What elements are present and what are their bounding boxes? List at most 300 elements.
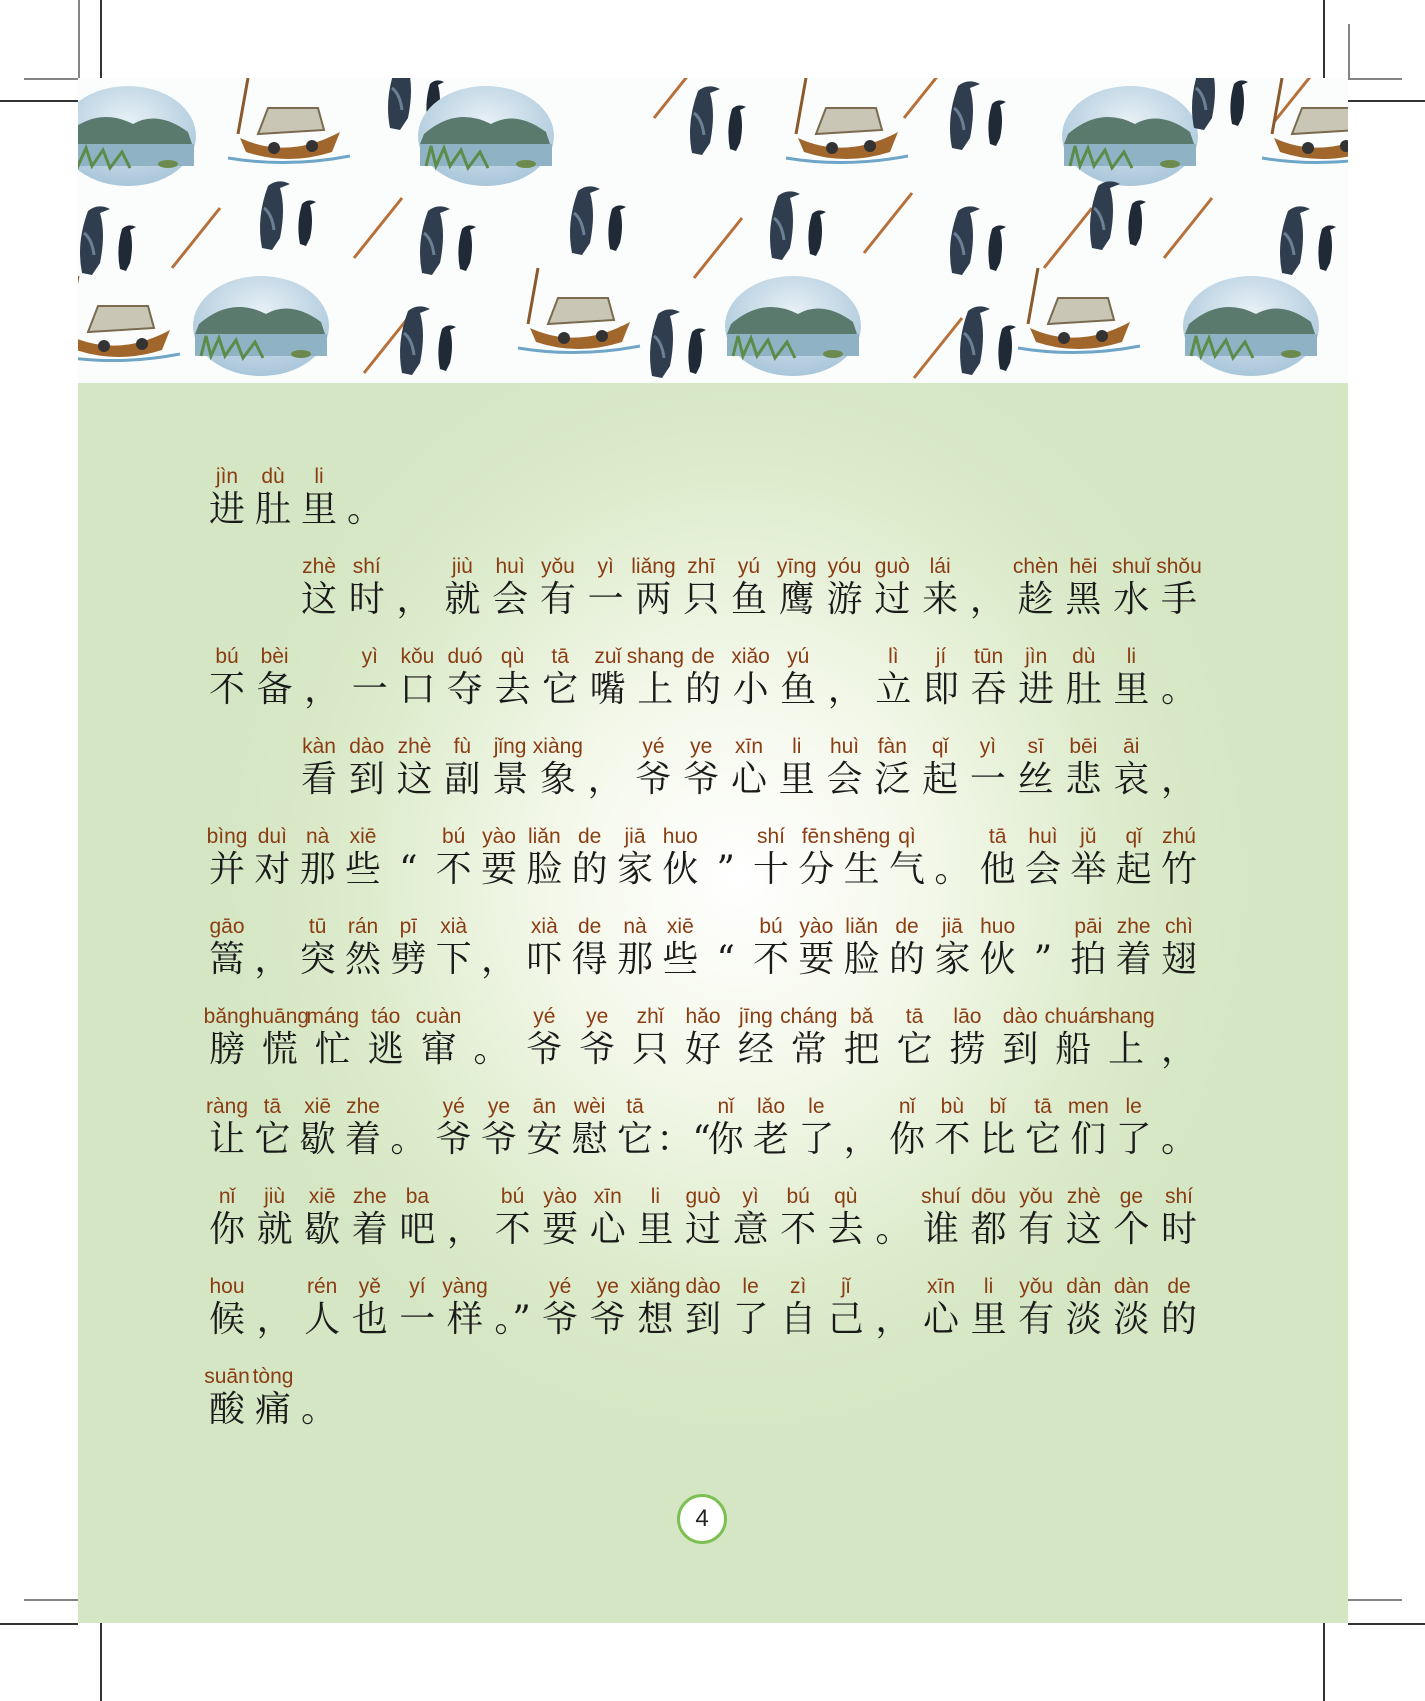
character-cell: [747, 825, 795, 890]
character-cell: [1110, 915, 1158, 980]
pinyin: zuǐ: [594, 645, 622, 668]
pinyin: nà: [623, 915, 647, 938]
pinyin: qǐ: [931, 735, 949, 758]
hanzi: 你: [888, 1119, 925, 1160]
character-cell: [203, 1185, 251, 1250]
character-cell: [611, 825, 659, 890]
hanzi: 到: [684, 1299, 721, 1340]
hanzi: 时: [348, 579, 385, 620]
hanzi: ，: [256, 1299, 293, 1340]
hanzi: 篙: [208, 939, 245, 980]
hanzi: 了: [1115, 1119, 1152, 1160]
character-cell: [203, 465, 251, 530]
character-cell: [294, 825, 342, 890]
character-cell: [965, 1185, 1013, 1250]
character-cell: [629, 735, 677, 800]
hanzi: 这: [396, 759, 433, 800]
pinyin: shang: [626, 645, 684, 668]
character-cell: [393, 1275, 441, 1340]
pinyin: jǐng: [493, 735, 527, 758]
character-cell: [732, 1005, 780, 1070]
hanzi: 气: [888, 849, 925, 890]
crop-mark: [1348, 1623, 1425, 1625]
character-cell: [251, 645, 299, 710]
hanzi: 不: [934, 1119, 971, 1160]
pinyin: yào: [482, 825, 516, 848]
character-cell: [343, 555, 391, 620]
hanzi: ：“: [656, 1119, 711, 1160]
hanzi: ，: [1160, 759, 1197, 800]
hanzi: 有: [1018, 1209, 1055, 1250]
character-cell: [346, 645, 394, 710]
character-cell: [821, 555, 869, 620]
character-cell: [203, 1275, 251, 1340]
pinyin: yǒu: [1019, 1185, 1054, 1208]
character-cell: [747, 915, 795, 980]
hanzi: ，: [587, 759, 624, 800]
character-cell: [822, 645, 870, 710]
hanzi: 它: [616, 1119, 653, 1160]
character-cell: [339, 915, 387, 980]
hanzi: 劈: [390, 939, 427, 980]
hanzi: 悲: [1065, 759, 1102, 800]
pinyin: bìng: [206, 825, 248, 848]
pinyin: hou: [209, 1275, 245, 1298]
hanzi: 那: [616, 939, 653, 980]
hanzi: 捞: [949, 1029, 986, 1070]
pinyin: zhe: [346, 1095, 380, 1118]
pinyin: shuí: [921, 1185, 961, 1208]
hanzi: “: [399, 849, 418, 890]
pinyin: shang: [1097, 1005, 1155, 1028]
crop-mark: [24, 78, 78, 80]
character-cell: [430, 1095, 478, 1160]
character-cell: [1019, 1095, 1067, 1160]
character-cell: [339, 1095, 387, 1160]
character-cell: [727, 1275, 775, 1340]
pinyin: yé: [533, 1005, 556, 1028]
pinyin: bēi: [1069, 735, 1098, 758]
character-cell: [295, 735, 343, 800]
hanzi: 的: [684, 669, 721, 710]
pinyin: máng: [306, 1005, 360, 1028]
hanzi: 爷: [589, 1299, 626, 1340]
hanzi: 的: [1160, 1299, 1197, 1340]
pinyin: ge: [1119, 1185, 1144, 1208]
character-cell: [626, 645, 684, 710]
page-number: 4: [677, 1494, 727, 1544]
hanzi: 只: [632, 1029, 669, 1070]
character-cell: [438, 735, 486, 800]
character-cell: [298, 1275, 346, 1340]
character-cell: [415, 1005, 463, 1070]
character-cell: [391, 555, 439, 620]
crop-mark: [0, 1623, 78, 1625]
character-cell: [1064, 915, 1112, 980]
crop-mark: [78, 0, 80, 78]
character-cell: [1107, 555, 1155, 620]
character-cell: [965, 645, 1013, 710]
hanzi: 人: [304, 1299, 341, 1340]
hanzi: 。: [390, 1119, 427, 1160]
pinyin: nà: [305, 825, 330, 848]
pinyin: ye: [487, 1095, 511, 1118]
pinyin: yào: [543, 1185, 578, 1208]
hanzi: 慰: [571, 1119, 608, 1160]
pinyin: qǐ: [1125, 825, 1142, 848]
character-cell: [566, 1095, 614, 1160]
hanzi: 吓: [526, 939, 563, 980]
hanzi: 去: [494, 669, 531, 710]
character-cell: [1155, 825, 1203, 890]
hanzi: 把: [843, 1029, 880, 1070]
pinyin: tā: [988, 825, 1007, 848]
character-cell: [298, 1185, 346, 1250]
character-cell: [928, 1095, 976, 1160]
hanzi: 淡: [1065, 1299, 1102, 1340]
pinyin: xiē: [666, 915, 694, 938]
hanzi: 过: [684, 1209, 721, 1250]
hanzi: 进: [1018, 669, 1055, 710]
character-cell: [656, 1095, 711, 1160]
hanzi: 。: [934, 849, 971, 890]
pinyin: yīng: [776, 555, 817, 578]
hanzi: 的: [888, 939, 925, 980]
pinyin: zhè: [397, 735, 432, 758]
pinyin: bú: [441, 825, 466, 848]
character-cell: [536, 1275, 584, 1340]
pinyin: huì: [829, 735, 860, 758]
hanzi: 你: [208, 1209, 245, 1250]
pinyin: shí: [352, 555, 381, 578]
pinyin: yì: [361, 645, 378, 668]
banner-illustration: [78, 78, 1348, 383]
pinyin: lāo: [953, 1005, 982, 1028]
pinyin: yào: [799, 915, 834, 938]
hanzi: 十: [752, 849, 789, 890]
pinyin: tòng: [252, 1365, 294, 1388]
hanzi: 肚: [254, 489, 291, 530]
hanzi: ，: [396, 579, 433, 620]
character-cell: [1107, 735, 1155, 800]
character-cell: [520, 1005, 568, 1070]
pinyin: chì: [1164, 915, 1194, 938]
hanzi: ，: [1160, 1029, 1197, 1070]
pinyin: zhè: [302, 555, 336, 578]
pinyin: shēng: [833, 825, 891, 848]
pinyin: li: [1126, 645, 1137, 668]
pinyin: zhú: [1162, 825, 1196, 848]
pinyin: yǒu: [540, 555, 575, 578]
pinyin: hēi: [1069, 555, 1098, 578]
character-cell: [1155, 645, 1203, 710]
hanzi: 里: [1113, 669, 1150, 710]
hanzi: 对: [254, 849, 291, 890]
decorative-banner: [78, 78, 1348, 383]
character-cell: [1097, 1005, 1155, 1070]
pinyin: li: [650, 1185, 661, 1208]
hanzi: 淡: [1113, 1299, 1150, 1340]
hanzi: 着: [344, 1119, 381, 1160]
pinyin: huāng: [250, 1005, 310, 1028]
pinyin: lì: [888, 645, 899, 668]
character-cell: [1060, 1275, 1108, 1340]
character-cell: [536, 645, 584, 710]
hanzi: 着: [1115, 939, 1152, 980]
hanzi: 不: [494, 1209, 531, 1250]
hanzi: 起: [922, 759, 959, 800]
character-cell: [584, 1185, 632, 1250]
pinyin: xīn: [926, 1275, 956, 1298]
hanzi: 进: [208, 489, 245, 530]
hanzi: 好: [684, 1029, 721, 1070]
hanzi: 口: [399, 669, 436, 710]
pinyin: dàn: [1066, 1275, 1102, 1298]
hanzi: 歇: [299, 1119, 336, 1160]
pinyin: kǒu: [400, 645, 435, 668]
character-cell: [430, 915, 478, 980]
crop-mark: [100, 1623, 102, 1701]
character-cell: [838, 915, 886, 980]
hanzi: 想: [637, 1299, 674, 1340]
hanzi: 就: [256, 1209, 293, 1250]
hanzi: ，: [446, 1209, 483, 1250]
pinyin: yǒu: [1019, 1275, 1054, 1298]
pinyin: xiàng: [532, 735, 583, 758]
hanzi: 到: [348, 759, 385, 800]
text-line: [78, 1365, 1348, 1430]
pinyin: jìn: [215, 465, 239, 488]
pinyin: liǎn: [527, 825, 561, 848]
character-cell: [1107, 1275, 1155, 1340]
hanzi: 不: [752, 939, 789, 980]
hanzi: 会: [826, 759, 863, 800]
pinyin: xīn: [593, 1185, 622, 1208]
character-cell: [891, 1005, 939, 1070]
hanzi: 一: [969, 759, 1006, 800]
character-cell: [974, 1095, 1022, 1160]
pinyin: bù: [940, 1095, 965, 1118]
hanzi: 举: [1070, 849, 1107, 890]
character-cell: [974, 825, 1022, 890]
hanzi: 酸: [208, 1389, 245, 1430]
pinyin: bèi: [260, 645, 289, 668]
hanzi: 自: [780, 1299, 817, 1340]
character-cell: [566, 915, 614, 980]
hanzi: 常: [790, 1029, 827, 1070]
hanzi: 要: [798, 939, 835, 980]
hanzi: 爷: [635, 759, 672, 800]
hanzi: 个: [1113, 1209, 1150, 1250]
hanzi: ”: [716, 849, 735, 890]
pinyin: tū: [308, 915, 327, 938]
hanzi: 上: [1108, 1029, 1145, 1070]
pinyin: yě: [358, 1275, 381, 1298]
pinyin: shǒu: [1156, 555, 1202, 578]
pinyin: liǎng: [631, 555, 676, 578]
pinyin: li: [983, 1275, 994, 1298]
character-cell: [822, 1275, 870, 1340]
character-cell: [295, 555, 343, 620]
pinyin: nǐ: [218, 1185, 236, 1208]
character-cell: [203, 1365, 251, 1430]
character-cell: [566, 825, 614, 890]
character-cell: [203, 645, 251, 710]
hanzi: 样: [446, 1299, 483, 1340]
character-cell: [1155, 1275, 1203, 1340]
character-cell: [679, 645, 727, 710]
hanzi: 膀: [208, 1029, 245, 1070]
character-cell: [489, 1185, 537, 1250]
hanzi: 要: [542, 1209, 579, 1250]
pinyin: le: [808, 1095, 825, 1118]
character-cell: [346, 1185, 394, 1250]
hanzi: 慌: [261, 1029, 298, 1070]
pinyin: gāo: [209, 915, 245, 938]
hanzi: 看: [300, 759, 337, 800]
pinyin: jiā: [941, 915, 963, 938]
character-cell: [1064, 825, 1112, 890]
text-line: [78, 645, 1348, 710]
pinyin: pī: [399, 915, 418, 938]
pinyin: táo: [371, 1005, 401, 1028]
hanzi: 两: [635, 579, 672, 620]
pinyin: qù: [500, 645, 525, 668]
hanzi: “: [716, 939, 735, 980]
character-cell: [727, 645, 775, 710]
character-cell: [629, 555, 677, 620]
character-cell: [295, 1365, 343, 1430]
text-line: [78, 915, 1348, 980]
pinyin: bú: [786, 1185, 810, 1208]
character-cell: [248, 825, 296, 890]
hanzi: 它: [1024, 1119, 1061, 1160]
character-cell: [774, 645, 822, 710]
character-cell: [1012, 1185, 1060, 1250]
hanzi: 吞: [970, 669, 1007, 710]
character-cell: [1155, 915, 1203, 980]
pinyin: duì: [257, 825, 287, 848]
pinyin: zhǐ: [636, 1005, 664, 1028]
character-cell: [467, 1005, 515, 1070]
character-cell: [1060, 645, 1108, 710]
hanzi: 心: [589, 1209, 626, 1250]
pinyin: cuàn: [415, 1005, 462, 1028]
text-line: [78, 1095, 1348, 1160]
character-cell: [251, 1275, 299, 1340]
pinyin: xiǎo: [731, 645, 770, 668]
character-cell: [916, 555, 964, 620]
hanzi: 肚: [1065, 669, 1102, 710]
pinyin: xià: [530, 915, 558, 938]
character-cell: [965, 1275, 1013, 1340]
character-cell: [917, 645, 965, 710]
character-cell: [393, 1185, 441, 1250]
pinyin: li: [792, 735, 802, 758]
pinyin: dù: [261, 465, 285, 488]
hanzi: ，: [304, 669, 341, 710]
character-cell: [573, 1005, 621, 1070]
character-cell: [1012, 1275, 1060, 1340]
hanzi: 立: [875, 669, 912, 710]
pinyin: pāi: [1074, 915, 1103, 938]
pinyin: yé: [442, 1095, 465, 1118]
text-line: [78, 555, 1348, 620]
hanzi: 哀: [1113, 759, 1150, 800]
character-cell: [391, 735, 439, 800]
hanzi: 。: [300, 1389, 337, 1430]
pinyin: yì: [742, 1185, 759, 1208]
character-cell: [534, 555, 582, 620]
hanzi: 。: [473, 1029, 510, 1070]
pinyin: bú: [500, 1185, 525, 1208]
character-cell: [792, 915, 840, 980]
pinyin: yóu: [827, 555, 862, 578]
pinyin: bú: [759, 915, 783, 938]
hanzi: 爷: [435, 1119, 472, 1160]
character-cell: [869, 1185, 917, 1250]
pinyin: tūn: [973, 645, 1004, 668]
character-cell: [883, 915, 931, 980]
pinyin: zhè: [1066, 1185, 1101, 1208]
hanzi: 爷: [542, 1299, 579, 1340]
pinyin: ba: [405, 1185, 430, 1208]
character-cell: [774, 1185, 822, 1250]
pinyin: ān: [532, 1095, 557, 1118]
hanzi: 趁: [1017, 579, 1054, 620]
character-cell: [294, 1095, 342, 1160]
pinyin: zhī: [687, 555, 716, 578]
pinyin: zhe: [1116, 915, 1151, 938]
character-cell: [475, 915, 523, 980]
character-cell: [996, 1005, 1044, 1070]
pinyin: qì: [898, 825, 916, 848]
hanzi: 吧: [399, 1209, 436, 1250]
character-cell: [384, 825, 432, 890]
character-cell: [702, 1095, 750, 1160]
hanzi: 不: [435, 849, 472, 890]
character-cell: [1155, 1185, 1203, 1250]
hanzi: 起: [1115, 849, 1152, 890]
hanzi: 竹: [1160, 849, 1197, 890]
hanzi: 游: [826, 579, 863, 620]
hanzi: 嘴: [589, 669, 626, 710]
pinyin: jiù: [264, 1185, 286, 1208]
character-cell: [747, 1095, 795, 1160]
character-cell: [833, 825, 891, 890]
hanzi: 副: [444, 759, 481, 800]
character-cell: [1110, 1095, 1158, 1160]
character-cell: [1060, 1185, 1108, 1250]
pinyin: sī: [1027, 735, 1044, 758]
pinyin: huo: [980, 915, 1016, 938]
pinyin: rán: [347, 915, 379, 938]
pinyin: xiē: [308, 1185, 336, 1208]
hanzi: 窜: [420, 1029, 457, 1070]
pinyin: bǐ: [989, 1095, 1006, 1118]
character-cell: [702, 825, 750, 890]
pinyin: yú: [737, 555, 761, 578]
character-cell: [838, 1095, 886, 1160]
character-cell: [1059, 555, 1107, 620]
character-cell: [869, 1275, 917, 1340]
character-cell: [822, 1185, 870, 1250]
pinyin: shí: [756, 825, 786, 848]
hanzi: 有: [539, 579, 576, 620]
character-cell: [838, 1005, 886, 1070]
character-cell: [702, 915, 750, 980]
character-cell: [203, 825, 251, 890]
